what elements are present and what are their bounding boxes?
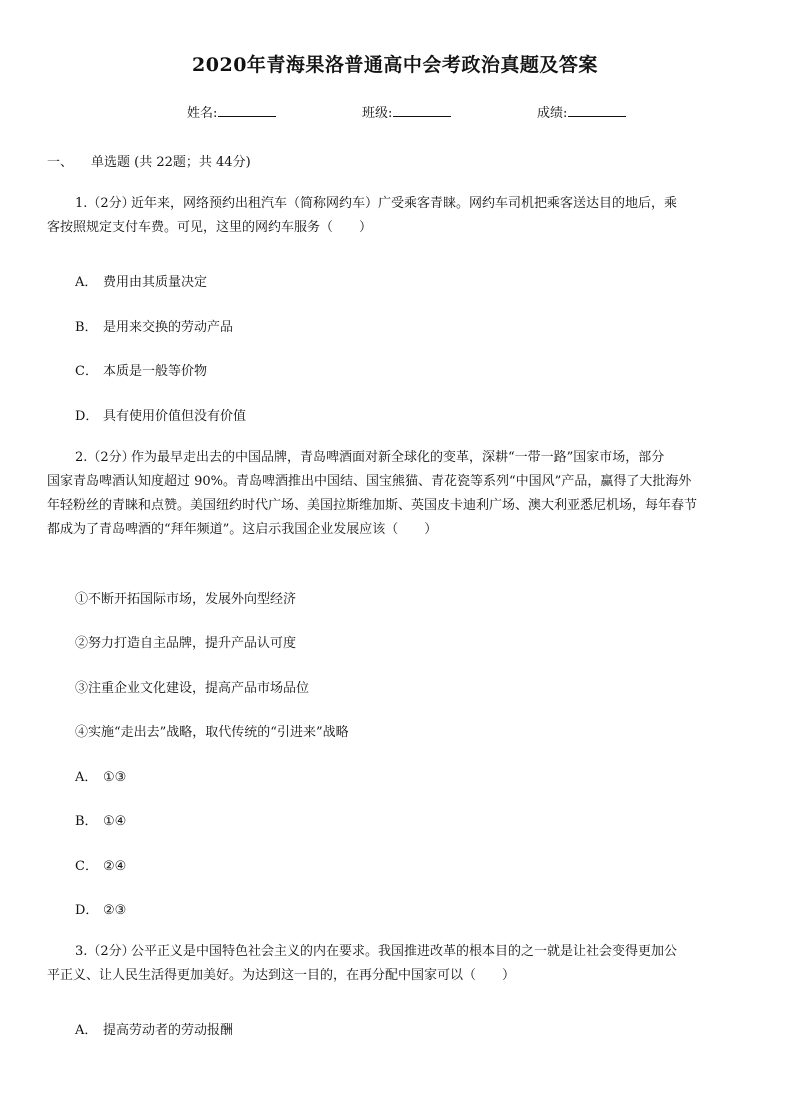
option-text: ①③ — [103, 770, 127, 785]
class-blank — [393, 104, 451, 117]
option-letter: A． — [75, 275, 98, 290]
name-blank — [218, 104, 276, 117]
option-letter: C． — [75, 859, 98, 874]
name-label: 姓名: — [187, 106, 218, 121]
name-field — [187, 102, 276, 121]
class-field — [362, 102, 451, 121]
option-letter: D． — [75, 409, 99, 424]
question-2-stem-4: 都成为了青岛啤酒的“拜年频道”。这启示我国企业发展应该（ ） — [47, 522, 438, 537]
question-2-statement-4: ④实施“走出去”战略，取代传统的“引进来”战略 — [75, 725, 349, 740]
option-letter: C． — [75, 364, 98, 379]
option-text: 提高劳动者的劳动报酬 — [103, 1023, 234, 1038]
question-1-number: 1.（2分） — [75, 196, 135, 211]
question-1-option-a — [75, 271, 207, 290]
section-heading — [47, 151, 251, 170]
question-1 — [47, 192, 743, 240]
question-3-stem-2: 平正义、让人民生活得更加美好。为达到这一目的，在再分配中国家可以（ ） — [47, 968, 516, 983]
option-letter: D． — [75, 903, 99, 918]
option-letter: B． — [75, 814, 98, 829]
score-field — [537, 102, 626, 121]
question-3 — [47, 940, 743, 988]
question-3-stem-1: 公平正义是中国特色社会主义的内在要求。我国推进改革的根本目的之一就是让社会变得更加公 — [131, 944, 678, 959]
section-index: 一、 — [47, 155, 74, 170]
question-2-option-a — [75, 766, 126, 785]
option-text: ②③ — [103, 903, 127, 918]
question-2 — [47, 446, 743, 542]
document-title: 2020年青海果洛普通高中会考政治真题及答案 — [192, 54, 598, 76]
question-1-line-1 — [47, 192, 743, 216]
option-text: 本质是一般等价物 — [103, 364, 208, 379]
option-text: ②④ — [103, 859, 127, 874]
question-1-option-b — [75, 316, 233, 335]
class-label: 班级: — [362, 106, 393, 121]
question-2-statement-1: ①不断开拓国际市场，发展外向型经济 — [75, 592, 297, 607]
question-2-stem-1: 作为最早走出去的中国品牌，青岛啤酒面对新全球化的变革，深耕“一带一路”国家市场，部分 — [131, 450, 665, 465]
option-letter: A． — [75, 1023, 98, 1038]
option-text: ①④ — [103, 814, 127, 829]
score-label: 成绩: — [537, 106, 568, 121]
option-text: 是用来交换的劳动产品 — [103, 320, 234, 335]
question-2-option-c — [75, 855, 126, 874]
question-3-option-a — [75, 1019, 233, 1038]
question-2-number: 2.（2分） — [75, 450, 135, 465]
question-1-stem-2: 客按照规定支付车费。可见，这里的网约车服务（ ） — [47, 220, 373, 235]
option-text: 费用由其质量决定 — [103, 275, 208, 290]
question-2-statement-3: ③注重企业文化建设，提高产品市场品位 — [75, 681, 310, 696]
question-2-option-d — [75, 899, 126, 918]
question-2-line-1 — [47, 446, 743, 470]
question-3-number: 3.（2分） — [75, 944, 135, 959]
score-blank — [568, 104, 626, 117]
question-2-stem-2: 国家青岛啤酒认知度超过 90%。青岛啤酒推出中国结、国宝熊猫、青花瓷等系列“中国风”产品，赢得了大批海外 — [47, 474, 692, 489]
question-1-option-d — [75, 405, 246, 424]
question-1-option-c — [75, 360, 207, 379]
section-label: 单选题 (共 22题；共 44分) — [91, 155, 251, 170]
question-2-stem-3: 年轻粉丝的青睐和点赞。美国纽约时代广场、美国拉斯维加斯、英国皮卡迪利广场、澳大利亚悉尼机场，每年春节 — [47, 498, 698, 513]
option-letter: A． — [75, 770, 98, 785]
option-letter: B． — [75, 320, 98, 335]
question-1-stem-1: 近年来，网络预约出租汽车（简称网约车）广受乘客青睐。网约车司机把乘客送达目的地后，乘 — [131, 196, 678, 211]
option-text: 具有使用价值但没有价值 — [103, 409, 247, 424]
question-3-line-1 — [47, 940, 743, 964]
question-2-option-b — [75, 810, 126, 829]
question-2-statement-2: ②努力打造自主品牌，提升产品认可度 — [75, 636, 297, 651]
